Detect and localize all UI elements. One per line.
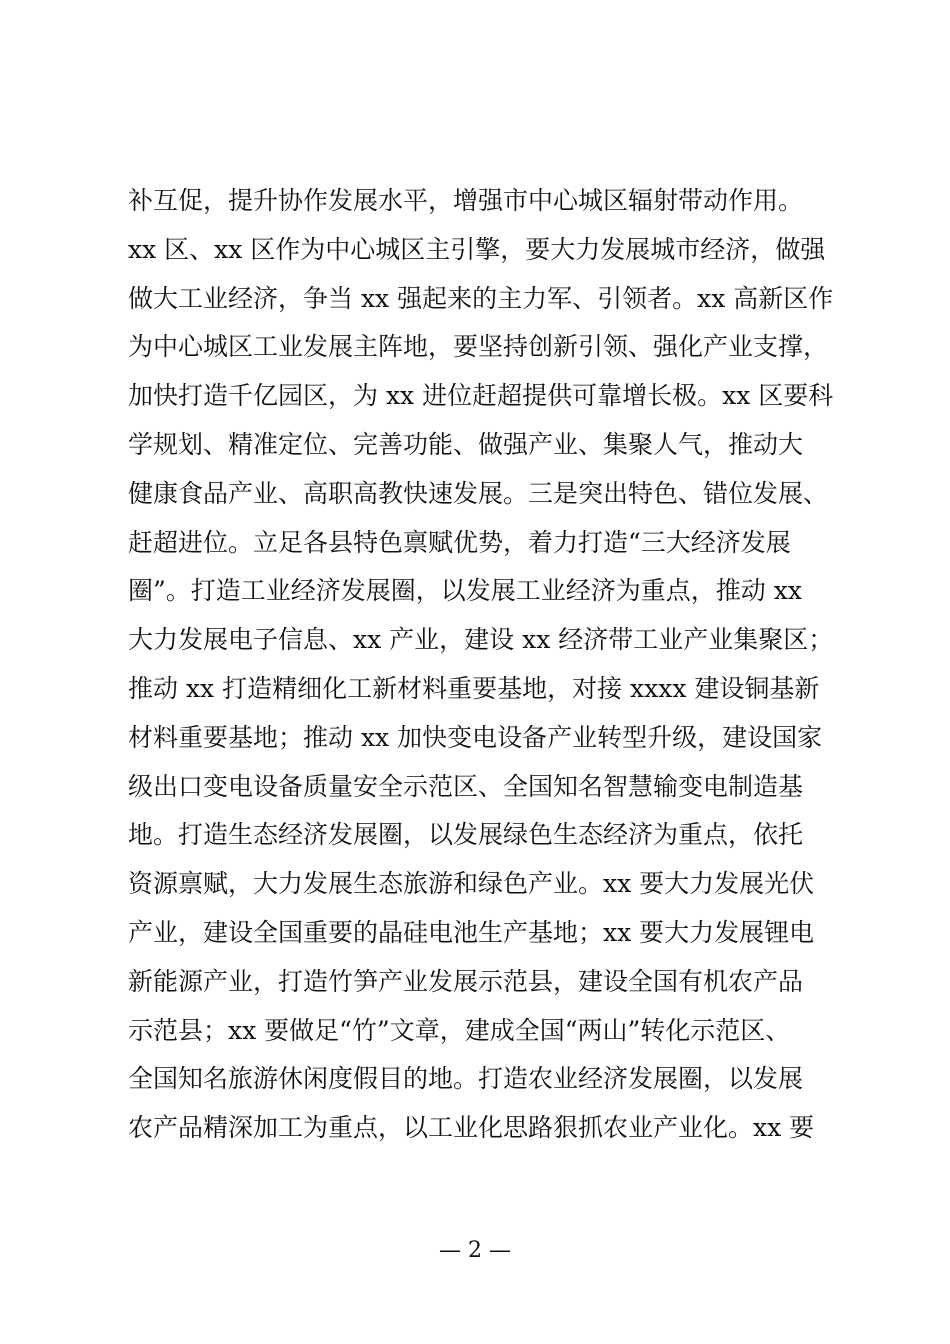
text-line: 示范县；xx 要做足“竹”文章，建成全国“两山”转化示范区、 xyxy=(128,1015,791,1045)
text-line: 加快打造千亿园区，为 xx 进位赶超提供可靠增长极。xx 区要科 xyxy=(128,381,834,411)
text-line: xx 区、xx 区作为中心城区主引擎，要大力发展城市经济，做强 xyxy=(128,234,826,264)
page-number: — 2 — xyxy=(439,1238,511,1263)
text-line: 学规划、精准定位、完善功能、做强产业、集聚人气，推动大 xyxy=(128,429,804,459)
text-line: 健康食品产业、高职高教快速发展。三是突出特色、错位发展、 xyxy=(128,478,829,508)
text-line: 级出口变电设备质量安全示范区、全国知名智慧输变电制造基 xyxy=(128,771,804,801)
text-line: 做大工业经济，争当 xx 强起来的主力军、引领者。xx 高新区作 xyxy=(128,283,834,313)
text-line: 圈”。打造工业经济发展圈，以发展工业经济为重点，推动 xx xyxy=(128,576,802,606)
text-line: 产业，建设全国重要的晶硅电池生产基地；xx 要大力发展锂电 xyxy=(128,917,815,947)
body-text xyxy=(128,177,848,1153)
text-line: 地。打造生态经济发展圈，以发展绿色生态经济为重点，依托 xyxy=(128,820,804,850)
text-line: 农产品精深加工为重点，以工业化思路狠抓农业产业化。xx 要 xyxy=(128,1113,815,1143)
text-line: 为中心城区工业发展主阵地，要坚持创新引领、强化产业支撑， xyxy=(128,332,829,362)
text-line: 赶超进位。立足各县特色禀赋优势，着力打造“三大经济发展 xyxy=(128,527,791,557)
text-line: 大力发展电子信息、xx 产业，建设 xx 经济带工业产业集聚区； xyxy=(128,625,834,655)
text-line: 材料重要基地；推动 xx 加快变电设备产业转型升级，建设国家 xyxy=(128,722,823,752)
text-line: 补互促，提升协作发展水平，增强市中心城区辐射带动作用。 xyxy=(128,186,804,215)
text-line: 资源禀赋，大力发展生态旅游和绿色产业。xx 要大力发展光伏 xyxy=(128,869,815,899)
text-line: 全国知名旅游休闲度假目的地。打造农业经济发展圈，以发展 xyxy=(128,1064,804,1094)
text-line: 推动 xx 打造精细化工新材料重要基地，对接 xxxx 建设铜基新 xyxy=(128,673,820,703)
text-line: 新能源产业，打造竹笋产业发展示范县，建设全国有机农产品 xyxy=(128,966,804,996)
